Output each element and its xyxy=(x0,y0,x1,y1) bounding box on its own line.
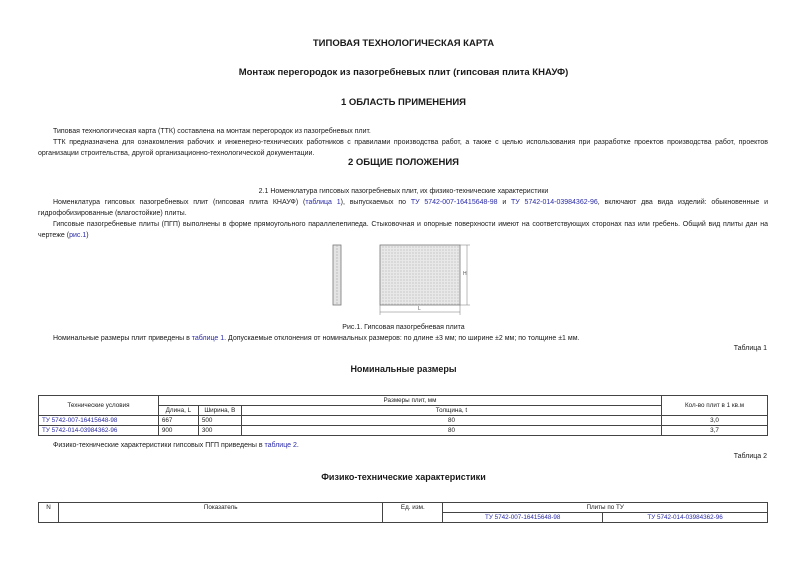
table2-header-n: N xyxy=(39,503,59,523)
section2-paragraph-1: Номенклатура гипсовых пазогребневых плит (гипсовая плита КНАУФ) (таблица 1), выпускаемых по ТУ 5742-007-16415648-98 и ТУ 5742-014-03984362-96, включают два вида изделий: обыкновенные и гидрофобизированные (влагостойкие) плиты. xyxy=(38,199,768,217)
plate-side-view xyxy=(333,245,341,305)
table2-link[interactable]: таблице 2 xyxy=(264,442,297,449)
figure-caption: Рис.1. Гипсовая пазогребневая плита xyxy=(342,324,465,331)
doc-title: ТИПОВАЯ ТЕХНОЛОГИЧЕСКАЯ КАРТА xyxy=(312,38,495,49)
doc-subtitle: Монтаж перегородок из пазогребневых плит (гипсовая плита КНАУФ) xyxy=(238,67,569,78)
plate-front-view xyxy=(380,245,460,305)
table2 xyxy=(38,502,768,523)
table1-row2-count: 3,7 xyxy=(662,426,768,436)
table2-title: Физико-технические характеристики xyxy=(321,472,486,482)
table2-header-tu007-link[interactable]: ТУ 5742-007-16415648-98 xyxy=(443,513,603,523)
table1-row1-count: 3,0 xyxy=(662,416,768,426)
table-row xyxy=(39,426,768,436)
after-table1-paragraph: Физико-технические характеристики гипсовых ПГП приведены в таблице 2. xyxy=(53,442,299,449)
table1-title: Номинальные размеры xyxy=(350,364,457,374)
table1-header-length: Длина, L xyxy=(158,406,198,416)
height-label: H xyxy=(463,271,467,277)
length-dimension xyxy=(380,305,460,315)
table1-row1-width: 500 xyxy=(198,416,241,426)
section2-heading: 2 ОБЩИЕ ПОЛОЖЕНИЯ xyxy=(348,157,459,168)
length-label: L xyxy=(418,306,421,312)
table2-header-tu014-link[interactable]: ТУ 5742-014-03984362-96 xyxy=(603,513,768,523)
section2-paragraph-2: Гипсовые пазогребневые плиты (ПГП) выполнены в форме прямоугольного параллелепипеда. Стыковочная и опорные поверхности имеют на соответствующих сторонах паз или гребень. Общий вид плиты дан на чертеже (рис.1) xyxy=(38,221,768,239)
table1-header-width: Ширина, B xyxy=(198,406,241,416)
table1-link-2[interactable]: таблице 1 xyxy=(191,335,225,342)
table1-row2-thickness: 80 xyxy=(241,426,661,436)
section1-paragraph-2: ТТК предназначена для ознакомления рабочих и инженерно-технических работников с правилами производства работ, а также с целью использования при разработке проектов производства работ, проектов организации строительства, другой организационно-технологической документации. xyxy=(38,139,768,157)
tu-014-link[interactable]: ТУ 5742-014-03984362-96 xyxy=(511,199,598,206)
table2-header-plates: Плиты по ТУ xyxy=(443,503,768,513)
section1-heading: 1 ОБЛАСТЬ ПРИМЕНЕНИЯ xyxy=(340,97,467,108)
table2-label: Таблица 2 xyxy=(733,453,767,460)
table1 xyxy=(38,395,768,436)
table1-row2-width: 300 xyxy=(198,426,241,436)
table1-link[interactable]: таблица 1 xyxy=(305,199,341,206)
table1-row2-length: 900 xyxy=(158,426,198,436)
table1-row1-tu-link[interactable]: ТУ 5742-007-16415648-98 xyxy=(39,416,159,426)
table1-header-count: Кол-во плит в 1 кв.м xyxy=(662,396,768,416)
table1-label: Таблица 1 xyxy=(733,345,767,352)
table2-header-unit: Ед. изм. xyxy=(383,503,443,523)
section2-subheading: 2.1 Номенклатура гипсовых пазогребневых плит, их физико-технические характеристики xyxy=(258,188,549,195)
height-dimension xyxy=(460,245,470,305)
table1-header-tu: Технические условия xyxy=(39,396,159,416)
section1-paragraph-1: Типовая технологическая карта (ТТК) составлена на монтаж перегородок из пазогребневых плит. xyxy=(53,128,371,135)
tu-007-link[interactable]: ТУ 5742-007-16415648-98 xyxy=(410,199,498,206)
table2-header-param: Показатель xyxy=(58,503,382,523)
table1-header-sizes: Размеры плит, мм xyxy=(158,396,661,406)
plate-figure xyxy=(325,240,475,320)
figure1-link[interactable]: рис.1 xyxy=(69,232,87,239)
section2-paragraph-3: Номинальные размеры плит приведены в таблице 1. Допускаемые отклонения от номинальных размеров: по длине ±3 мм; по ширине ±2 мм; по толщине ±1 мм. xyxy=(53,335,580,342)
table1-row2-tu-link[interactable]: ТУ 5742-014-03984362-96 xyxy=(39,426,159,436)
table1-header-thickness: Толщина, t xyxy=(241,406,661,416)
table1-row1-thickness: 80 xyxy=(241,416,661,426)
table1-row1-length: 667 xyxy=(158,416,198,426)
table-row xyxy=(39,416,768,426)
